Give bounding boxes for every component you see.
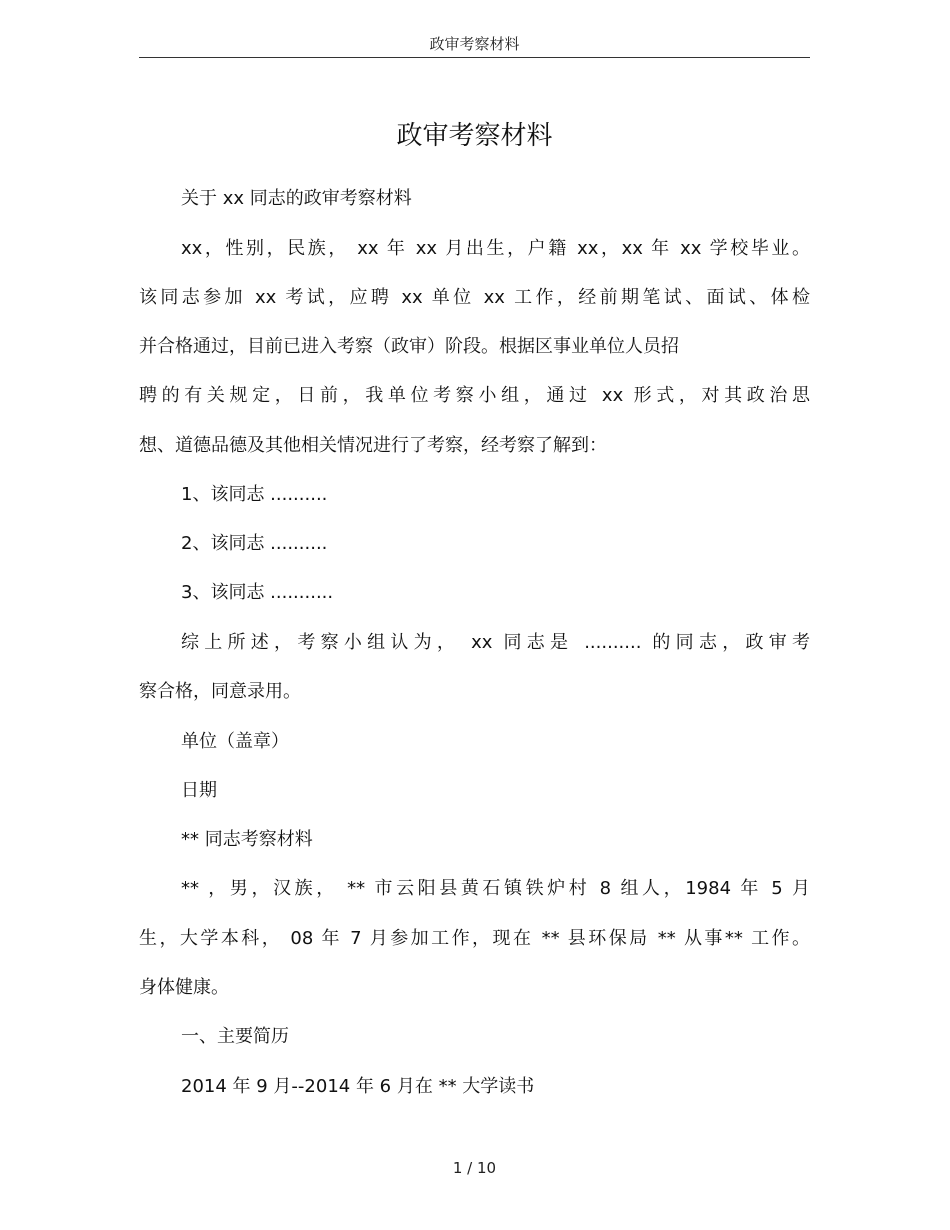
section-heading: ** 同志考察材料 [181, 829, 313, 850]
header-rule [139, 57, 810, 58]
list-item: 3、该同志 ........... [181, 582, 334, 603]
list-item: 2、该同志 .......... [181, 533, 328, 554]
paragraph-line: xx，性别，民族， xx 年 xx 月出生，户籍 xx，xx 年 xx 学校毕业。 [181, 238, 810, 259]
paragraph-line: 身体健康。 [139, 977, 229, 998]
page-number: 1 / 10 [452, 1159, 497, 1177]
unit-seal-label: 单位（盖章） [181, 731, 289, 752]
resume-line: 2014 年 9 月--2014 年 6 月在 ** 大学读书 [181, 1076, 535, 1097]
document-title: 政审考察材料 [396, 121, 553, 151]
paragraph-line: ** ，男，汉族， ** 市云阳县黄石镇铁炉村 8 组人，1984 年 5 月 [181, 878, 810, 899]
paragraph-line: 聘的有关规定，日前，我单位考察小组，通过 xx 形式，对其政治思 [139, 385, 810, 406]
section-heading: 一、主要简历 [181, 1026, 289, 1047]
paragraph-line: 该同志参加 xx 考试，应聘 xx 单位 xx 工作，经前期笔试、面试、体检 [139, 287, 810, 308]
date-label: 日期 [181, 780, 217, 801]
conclusion-line: 综上所述，考察小组认为， xx 同志是 .......... 的同志，政审考 [181, 632, 810, 653]
list-item: 1、该同志 .......... [181, 484, 328, 505]
paragraph-line: 生，大学本科， 08 年 7 月参加工作，现在 ** 县环保局 ** 从事** 工作。 [139, 928, 810, 949]
running-header: 政审考察材料 [429, 35, 520, 53]
conclusion-line: 察合格，同意录用。 [139, 681, 301, 702]
subject-line: 关于 xx 同志的政审考察材料 [181, 188, 412, 209]
paragraph-line: 并合格通过，目前已进入考察（政审）阶段。根据区事业单位人员招 [139, 336, 679, 357]
paragraph-line: 想、道德品德及其他相关情况进行了考察，经考察了解到： [139, 435, 607, 456]
